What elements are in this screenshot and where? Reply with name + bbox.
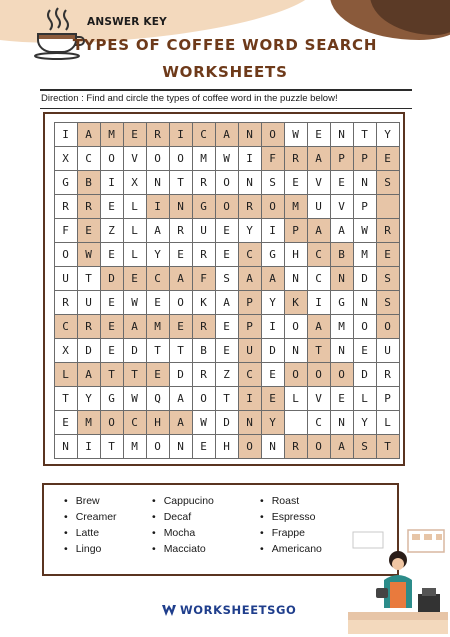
word-list-item: • Macciato [152, 543, 206, 555]
grid-cell[interactable]: L [123, 218, 147, 243]
grid-cell[interactable]: O [100, 146, 124, 171]
grid-cell[interactable]: R [192, 170, 216, 195]
grid-cell[interactable]: H [215, 434, 239, 459]
grid-cell[interactable]: E [330, 170, 354, 195]
grid-cell[interactable]: E [353, 338, 377, 363]
brand-logo-icon [162, 605, 176, 616]
grid-cell[interactable]: O [261, 194, 285, 219]
grid-cell[interactable]: N [353, 170, 377, 195]
grid-cell[interactable]: I [146, 194, 170, 219]
grid-cell[interactable]: E [123, 122, 147, 147]
grid-cell[interactable]: W [192, 410, 216, 435]
grid-cell[interactable]: P [353, 146, 377, 171]
grid-cell[interactable]: A [261, 266, 285, 291]
grid-cell[interactable]: L [54, 362, 78, 387]
grid-cell[interactable]: T [77, 266, 101, 291]
grid-cell[interactable]: R [146, 122, 170, 147]
grid-cell[interactable]: R [376, 362, 400, 387]
grid-cell[interactable]: N [330, 338, 354, 363]
grid-cell[interactable]: C [192, 122, 216, 147]
grid-cell[interactable]: B [192, 338, 216, 363]
grid-cell[interactable]: E [100, 338, 124, 363]
grid-cell[interactable]: E [123, 266, 147, 291]
word-list-item: • Espresso [260, 511, 315, 523]
grid-cell[interactable]: W [123, 386, 147, 411]
grid-cell[interactable]: E [100, 290, 124, 315]
grid-cell[interactable]: O [215, 170, 239, 195]
grid-cell[interactable]: N [330, 266, 354, 291]
grid-cell[interactable]: M [192, 146, 216, 171]
grid-cell[interactable]: E [215, 242, 239, 267]
grid-cell[interactable]: L [284, 386, 308, 411]
grid-cell[interactable]: O [353, 314, 377, 339]
grid-cell[interactable]: O [238, 434, 262, 459]
grid-cell[interactable]: R [284, 434, 308, 459]
word-list-item: • Roast [260, 495, 299, 507]
grid-cell[interactable]: N [238, 410, 262, 435]
grid-cell[interactable]: N [169, 194, 193, 219]
grid-cell[interactable]: I [77, 434, 101, 459]
grid-cell[interactable]: H [284, 242, 308, 267]
grid-cell[interactable]: N [330, 122, 354, 147]
grid-cell[interactable]: R [192, 314, 216, 339]
grid-cell[interactable]: Y [261, 290, 285, 315]
grid-cell[interactable]: E [146, 290, 170, 315]
grid-cell[interactable]: N [284, 266, 308, 291]
grid-cell[interactable]: T [307, 338, 331, 363]
grid-cell[interactable]: Y [261, 410, 285, 435]
grid-cell[interactable]: E [330, 386, 354, 411]
grid-cell[interactable]: N [238, 170, 262, 195]
grid-cell[interactable]: N [54, 434, 78, 459]
grid-cell[interactable]: T [123, 362, 147, 387]
grid-cell[interactable]: Q [146, 386, 170, 411]
grid-cell[interactable]: M [330, 314, 354, 339]
grid-cell[interactable]: D [77, 338, 101, 363]
word-list-item: • Lingo [64, 543, 101, 555]
page-title: TYPES OF COFFEE WORD SEARCH [72, 36, 378, 54]
word-list-item: • Americano [260, 543, 322, 555]
grid-cell[interactable]: Z [100, 218, 124, 243]
grid-cell[interactable]: T [169, 338, 193, 363]
grid-cell[interactable]: V [307, 170, 331, 195]
grid-cell[interactable] [284, 410, 308, 435]
grid-cell[interactable]: L [123, 194, 147, 219]
grid-cell[interactable]: B [330, 242, 354, 267]
grid-cell[interactable]: S [376, 170, 400, 195]
grid-cell[interactable]: X [123, 170, 147, 195]
grid-cell[interactable]: E [215, 338, 239, 363]
grid-cell[interactable]: E [261, 386, 285, 411]
grid-cell[interactable]: T [353, 122, 377, 147]
grid-cell[interactable]: T [100, 434, 124, 459]
grid-cell[interactable]: O [192, 386, 216, 411]
grid-cell[interactable]: M [77, 410, 101, 435]
grid-cell[interactable]: E [169, 242, 193, 267]
grid-cell[interactable]: V [123, 146, 147, 171]
brand-name: WORKSHEETSGO [180, 603, 297, 617]
grid-cell[interactable]: G [192, 194, 216, 219]
grid-cell[interactable]: L [376, 410, 400, 435]
grid-cell[interactable]: A [169, 410, 193, 435]
grid-cell[interactable]: W [353, 218, 377, 243]
grid-cell[interactable]: O [100, 410, 124, 435]
grid-cell[interactable]: P [238, 290, 262, 315]
grid-cell[interactable]: P [284, 218, 308, 243]
grid-cell[interactable]: A [77, 362, 101, 387]
grid-cell[interactable]: A [169, 386, 193, 411]
grid-cell[interactable]: W [77, 242, 101, 267]
grid-cell[interactable]: C [307, 266, 331, 291]
word-list-item: • Frappe [260, 527, 305, 539]
grid-cell[interactable]: O [169, 146, 193, 171]
grid-cell[interactable]: X [54, 338, 78, 363]
grid-cell[interactable]: D [353, 362, 377, 387]
grid-cell[interactable]: E [192, 434, 216, 459]
grid-cell[interactable]: C [77, 146, 101, 171]
grid-cell[interactable]: O [307, 362, 331, 387]
grid-cell[interactable]: Z [215, 362, 239, 387]
grid-cell[interactable]: N [353, 290, 377, 315]
grid-cell[interactable]: R [376, 218, 400, 243]
grid-cell[interactable]: L [123, 242, 147, 267]
grid-cell[interactable]: U [307, 194, 331, 219]
grid-cell[interactable]: T [54, 386, 78, 411]
grid-cell[interactable]: S [215, 266, 239, 291]
grid-cell[interactable]: Y [238, 218, 262, 243]
brand-logo [162, 603, 296, 617]
grid-cell[interactable]: R [54, 194, 78, 219]
grid-cell[interactable]: C [307, 410, 331, 435]
grid-cell[interactable]: S [261, 170, 285, 195]
grid-cell[interactable]: A [123, 314, 147, 339]
grid-cell[interactable]: B [77, 170, 101, 195]
grid-cell[interactable]: Y [353, 410, 377, 435]
grid-cell[interactable]: E [215, 314, 239, 339]
word-list-item: • Latte [64, 527, 99, 539]
grid-cell[interactable]: C [238, 362, 262, 387]
grid-cell[interactable]: E [100, 314, 124, 339]
grid-cell[interactable]: D [215, 410, 239, 435]
direction-text: Direction : Find and circle the types of coffee word in the puzzle below! [41, 93, 338, 104]
grid-cell[interactable]: Y [77, 386, 101, 411]
grid-cell[interactable]: M [100, 122, 124, 147]
word-list-box [42, 483, 399, 576]
grid-cell[interactable]: D [100, 266, 124, 291]
grid-cell[interactable]: F [192, 266, 216, 291]
grid-cell[interactable]: M [123, 434, 147, 459]
grid-cell[interactable]: D [123, 338, 147, 363]
grid-cell[interactable]: P [353, 194, 377, 219]
word-search-grid [54, 122, 399, 458]
grid-cell[interactable]: S [376, 266, 400, 291]
grid-cell[interactable]: X [54, 146, 78, 171]
grid-cell[interactable]: P [376, 386, 400, 411]
divider-top [40, 89, 412, 91]
grid-cell[interactable]: E [146, 362, 170, 387]
word-list-item: • Creamer [64, 511, 117, 523]
grid-cell[interactable]: T [146, 338, 170, 363]
grid-cell[interactable]: V [307, 386, 331, 411]
grid-cell[interactable]: A [307, 146, 331, 171]
grid-cell[interactable]: A [307, 218, 331, 243]
grid-cell[interactable]: I [238, 146, 262, 171]
grid-cell[interactable]: C [307, 242, 331, 267]
grid-cell[interactable]: N [284, 338, 308, 363]
grid-cell[interactable]: A [330, 218, 354, 243]
barista-illustration [348, 522, 448, 634]
grid-cell[interactable]: I [261, 314, 285, 339]
grid-cell[interactable]: N [261, 434, 285, 459]
grid-cell[interactable]: P [238, 314, 262, 339]
grid-cell[interactable]: O [54, 242, 78, 267]
grid-cell[interactable]: R [192, 362, 216, 387]
grid-cell[interactable]: O [376, 314, 400, 339]
grid-cell[interactable]: E [100, 242, 124, 267]
grid-cell[interactable]: S [376, 290, 400, 315]
grid-cell[interactable]: N [169, 434, 193, 459]
grid-cell[interactable]: G [100, 386, 124, 411]
grid-cell[interactable]: P [330, 146, 354, 171]
grid-cell[interactable]: V [330, 194, 354, 219]
grid-cell[interactable]: C [54, 314, 78, 339]
grid-cell[interactable]: L [353, 386, 377, 411]
grid-cell[interactable]: A [307, 314, 331, 339]
grid-cell[interactable]: O [215, 194, 239, 219]
divider-bottom [40, 108, 412, 109]
grid-cell[interactable]: O [146, 146, 170, 171]
grid-cell[interactable]: C [123, 410, 147, 435]
grid-cell[interactable]: A [215, 290, 239, 315]
grid-cell[interactable]: N [146, 170, 170, 195]
grid-cell[interactable]: G [261, 242, 285, 267]
grid-cell[interactable]: N [238, 122, 262, 147]
grid-cell[interactable]: U [192, 218, 216, 243]
grid-cell[interactable]: W [284, 122, 308, 147]
grid-cell[interactable]: A [238, 266, 262, 291]
grid-cell[interactable]: E [54, 410, 78, 435]
grid-cell[interactable]: R [238, 194, 262, 219]
grid-cell[interactable]: E [215, 218, 239, 243]
grid-cell[interactable]: A [215, 122, 239, 147]
grid-cell[interactable]: E [307, 122, 331, 147]
grid-cell[interactable]: T [169, 170, 193, 195]
grid-cell[interactable]: T [376, 434, 400, 459]
grid-cell[interactable]: M [284, 194, 308, 219]
grid-cell[interactable]: R [169, 218, 193, 243]
grid-cell[interactable]: D [169, 362, 193, 387]
grid-cell[interactable]: O [169, 290, 193, 315]
word-list-item: • Cappucino [152, 495, 214, 507]
grid-cell[interactable]: M [353, 242, 377, 267]
grid-cell[interactable]: K [284, 290, 308, 315]
grid-cell[interactable]: O [146, 434, 170, 459]
grid-cell[interactable]: O [284, 314, 308, 339]
grid-cell[interactable]: A [146, 218, 170, 243]
grid-cell[interactable]: I [169, 122, 193, 147]
grid-cell[interactable]: Y [376, 122, 400, 147]
grid-cell[interactable]: T [100, 362, 124, 387]
grid-cell[interactable]: D [353, 266, 377, 291]
grid-cell[interactable]: I [307, 290, 331, 315]
grid-cell[interactable]: I [238, 386, 262, 411]
grid-cell[interactable]: C [238, 242, 262, 267]
grid-cell[interactable]: A [169, 266, 193, 291]
grid-cell[interactable]: E [100, 194, 124, 219]
grid-cell[interactable]: R [284, 146, 308, 171]
grid-cell[interactable]: U [376, 338, 400, 363]
grid-cell[interactable]: U [77, 290, 101, 315]
grid-cell[interactable] [376, 194, 400, 219]
word-list-item: • Mocha [152, 527, 195, 539]
grid-cell[interactable]: E [376, 146, 400, 171]
grid-cell[interactable]: R [77, 194, 101, 219]
grid-cell[interactable]: C [146, 266, 170, 291]
grid-cell[interactable]: U [238, 338, 262, 363]
grid-cell[interactable]: F [261, 146, 285, 171]
grid-cell[interactable]: H [146, 410, 170, 435]
grid-cell[interactable]: F [54, 218, 78, 243]
grid-cell[interactable]: O [330, 362, 354, 387]
grid-cell[interactable]: I [261, 218, 285, 243]
word-list-item: • Brew [64, 495, 100, 507]
grid-cell[interactable]: O [307, 434, 331, 459]
grid-cell[interactable]: O [261, 122, 285, 147]
grid-cell[interactable]: A [77, 122, 101, 147]
grid-cell[interactable]: K [192, 290, 216, 315]
grid-cell[interactable]: E [77, 218, 101, 243]
grid-cell[interactable]: E [261, 362, 285, 387]
grid-cell[interactable]: R [192, 242, 216, 267]
grid-cell[interactable]: S [353, 434, 377, 459]
grid-cell[interactable]: T [215, 386, 239, 411]
grid-cell[interactable]: O [284, 362, 308, 387]
word-list-item: • Decaf [152, 511, 191, 523]
grid-cell[interactable]: Y [146, 242, 170, 267]
grid-cell[interactable]: R [77, 314, 101, 339]
answer-key-label: ANSWER KEY [87, 16, 167, 28]
grid-cell[interactable]: M [146, 314, 170, 339]
grid-cell[interactable]: E [376, 242, 400, 267]
grid-cell[interactable]: G [330, 290, 354, 315]
grid-cell[interactable]: D [261, 338, 285, 363]
grid-cell[interactable]: W [123, 290, 147, 315]
grid-cell[interactable]: I [54, 122, 78, 147]
grid-cell[interactable]: A [330, 434, 354, 459]
grid-cell[interactable]: I [100, 170, 124, 195]
grid-cell[interactable]: G [54, 170, 78, 195]
grid-cell[interactable]: W [215, 146, 239, 171]
grid-cell[interactable]: N [330, 410, 354, 435]
grid-cell[interactable]: U [54, 266, 78, 291]
grid-cell[interactable]: R [54, 290, 78, 315]
page-title-line2: WORKSHEETS [162, 63, 288, 81]
grid-cell[interactable]: E [169, 314, 193, 339]
grid-cell[interactable]: E [284, 170, 308, 195]
